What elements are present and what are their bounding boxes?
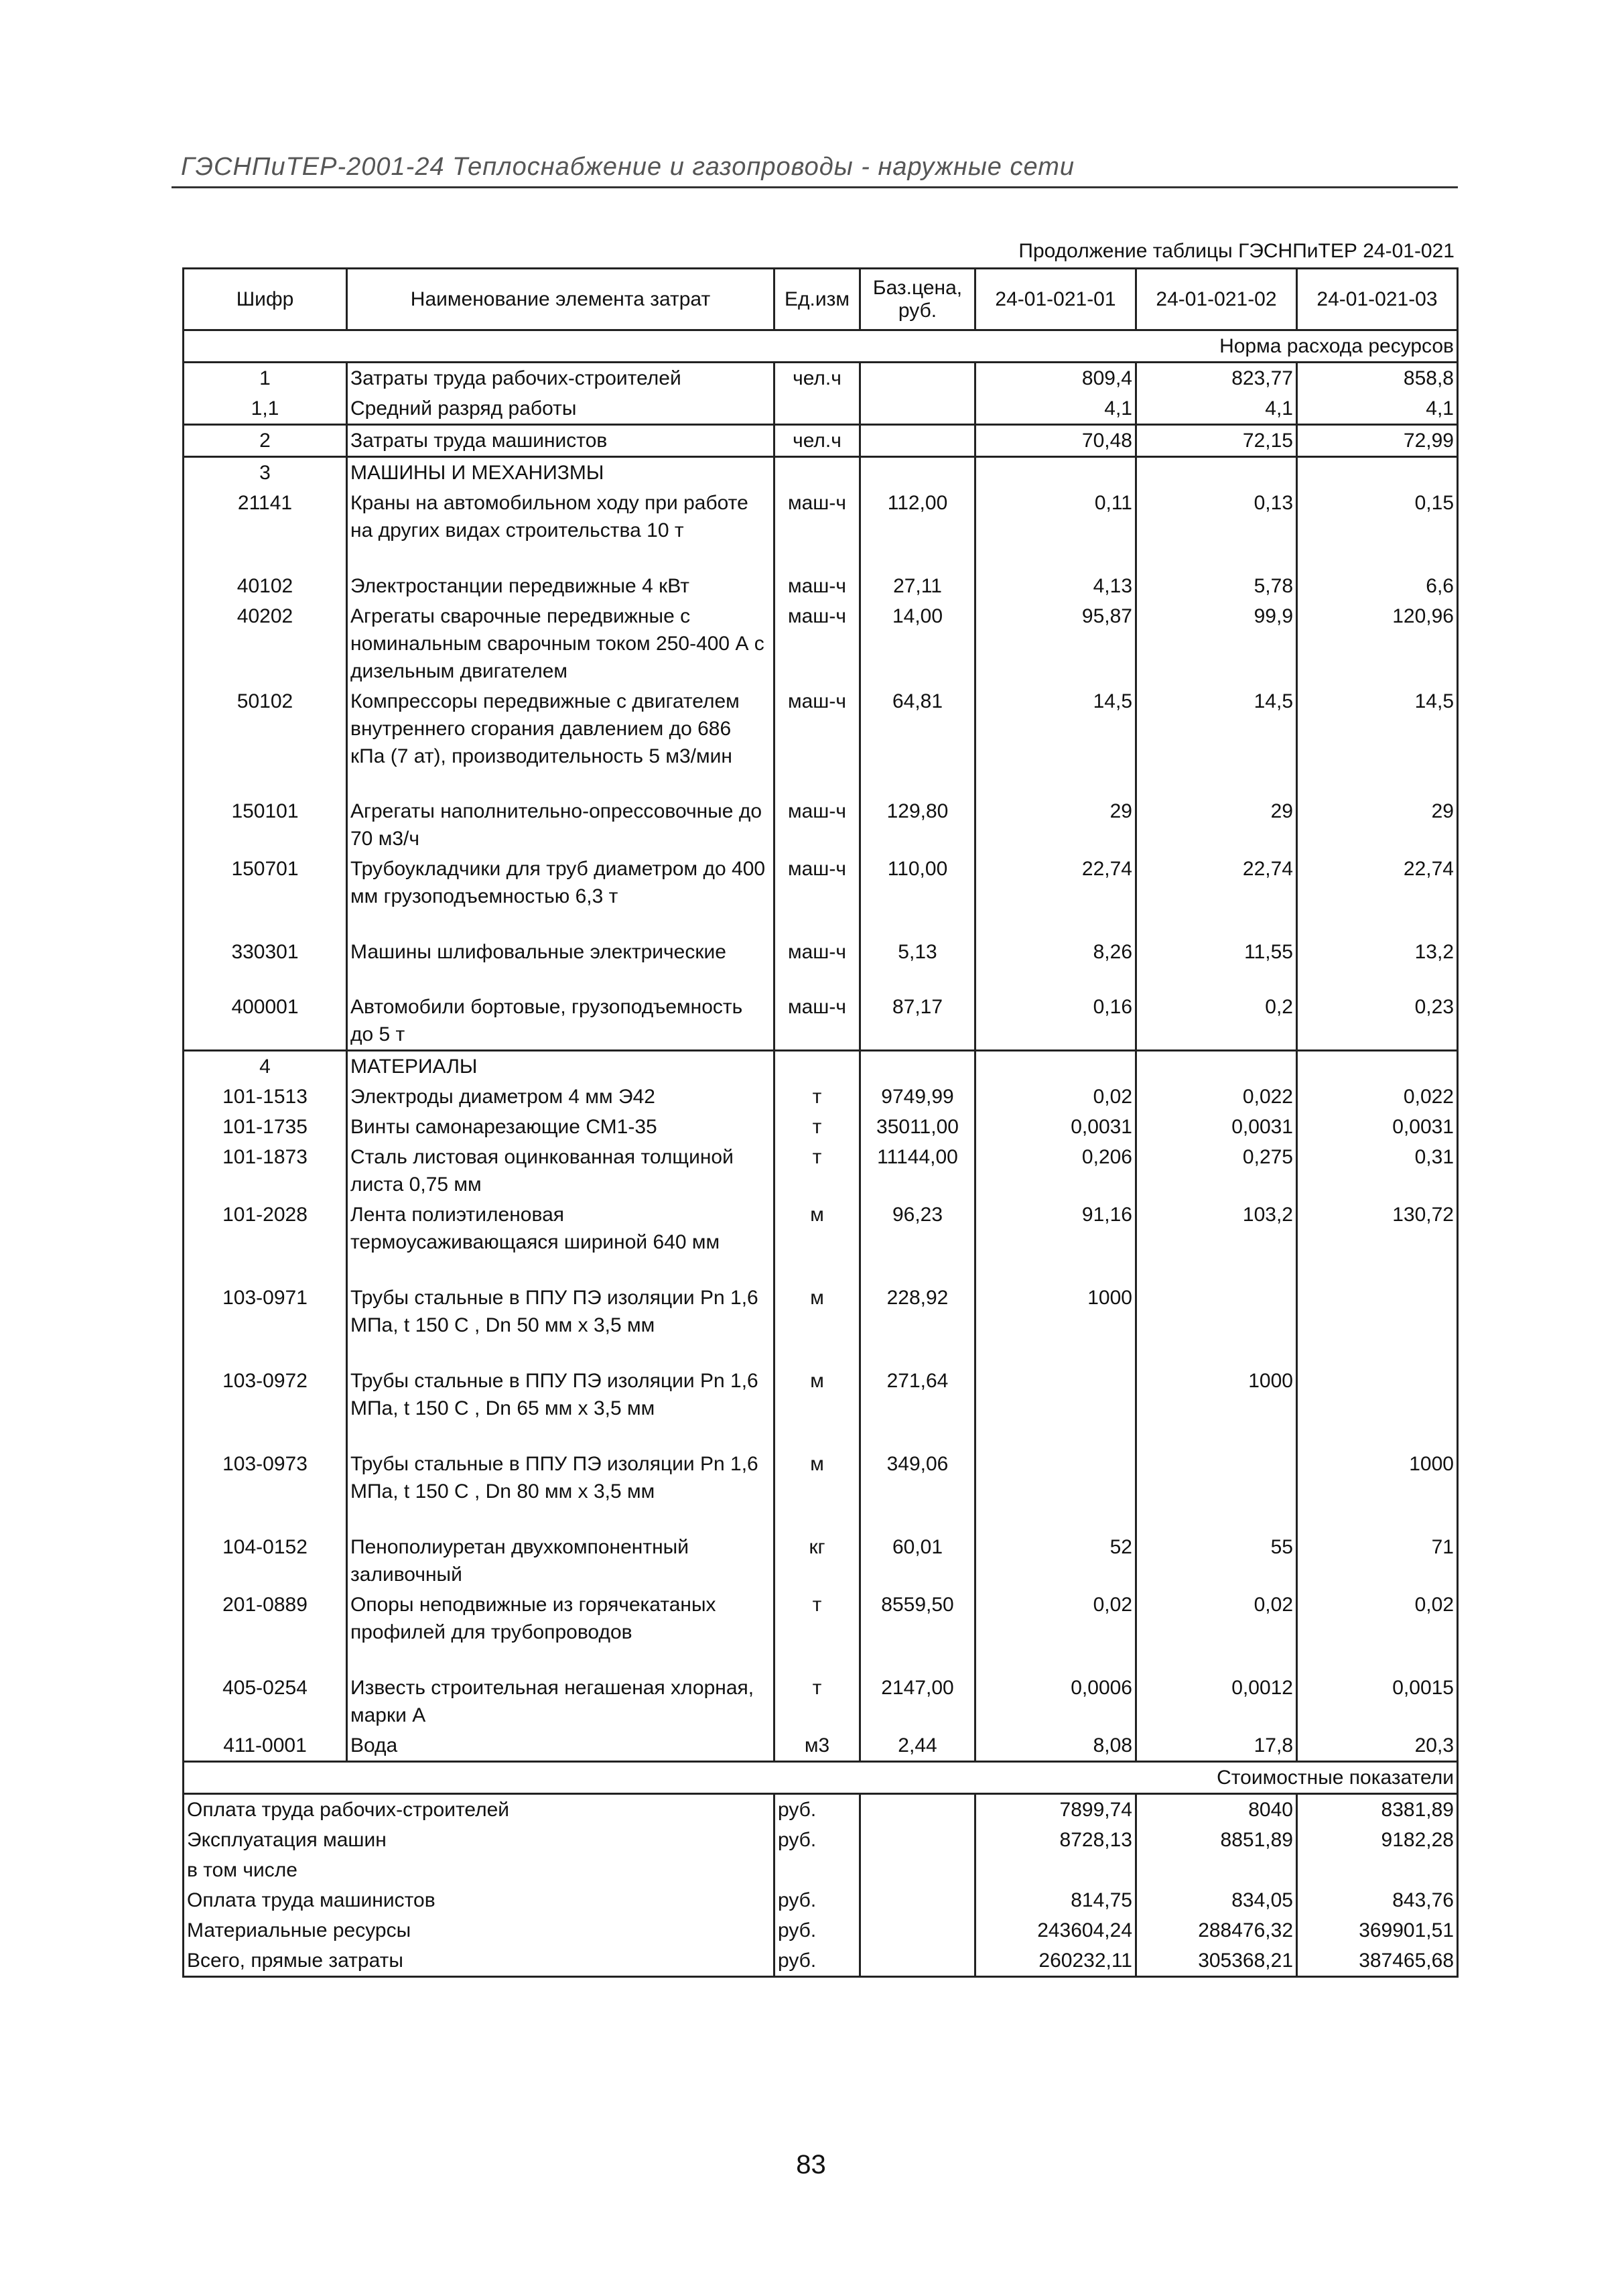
row-base-price: 271,64: [860, 1366, 975, 1449]
row-code: 101-1735: [222, 1116, 308, 1138]
table-row: [184, 854, 1458, 937]
summary-value-variant-1: 243604,24: [975, 1915, 1136, 1946]
row-value-variant-2: 99,9: [1136, 601, 1297, 686]
summary-unit: руб.: [774, 1915, 860, 1946]
row-base-price: 5,13: [860, 937, 975, 992]
row-base-price: 96,23: [860, 1200, 975, 1283]
table-row: [184, 1590, 1458, 1673]
summary-empty-price: [860, 1946, 975, 1977]
row-value-variant-3: 0,0015: [1392, 1677, 1454, 1699]
row-value-variant-3: 20,3: [1414, 1734, 1454, 1757]
section-title: МАТЕРИАЛЫ: [347, 1051, 774, 1082]
row-base-price: [860, 425, 975, 457]
row-value-variant-1: 0,02: [975, 1082, 1136, 1112]
summary-value-variant-2: 8040: [1136, 1794, 1297, 1826]
row-name: Трубы стальные в ППУ ПЭ изоляции Pn 1,6 МПа, t 150 С , Dn 80 мм х 3,5 мм: [347, 1449, 774, 1532]
row-value-variant-2: 72,15: [1136, 425, 1297, 457]
summary-name: Оплата труда машинистов: [187, 1889, 435, 1911]
summary-name: Всего, прямые затраты: [187, 1950, 403, 1972]
norm-label: Норма расхода ресурсов: [184, 330, 1458, 363]
row-value-variant-1: 0,0031: [975, 1112, 1136, 1142]
row-code: 50102: [236, 690, 293, 712]
cost-label-row: [184, 1762, 1458, 1794]
row-unit: т: [774, 1082, 860, 1112]
row-value-variant-1: 95,87: [975, 601, 1136, 686]
row-unit: чел.ч: [774, 363, 860, 394]
table-row: [184, 686, 1458, 796]
table-row: [184, 393, 1458, 425]
row-value-variant-1: 29: [975, 796, 1136, 854]
table-continuation-caption: Продолжение таблицы ГЭСНПиТЕР 24-01-021: [1018, 240, 1455, 262]
row-name: Пенополиуретан двухкомпонентный заливочный: [347, 1532, 774, 1590]
row-value-variant-2: 29: [1136, 796, 1297, 854]
row-code: 21141: [237, 492, 293, 514]
summary-unit: [774, 1855, 860, 1885]
row-value-variant-1: 0,206: [975, 1142, 1136, 1200]
row-value-variant-3: 0,02: [1414, 1594, 1454, 1616]
table-row: [184, 1112, 1458, 1142]
row-value-variant-3: 1000: [1409, 1453, 1454, 1475]
section-empty-v1: [975, 1051, 1136, 1082]
cost-label: Стоимостные показатели: [184, 1762, 1458, 1794]
row-base-price: 110,00: [860, 854, 975, 937]
row-base-price: 87,17: [860, 992, 975, 1051]
row-unit: м: [774, 1449, 860, 1532]
table-row: [184, 992, 1458, 1051]
row-value-variant-3: 14,5: [1414, 690, 1454, 712]
summary-row: [184, 1915, 1458, 1946]
section-empty-v2: [1136, 457, 1297, 489]
row-value-variant-3: 71: [1431, 1536, 1454, 1558]
row-base-price: 129,80: [860, 796, 975, 854]
row-value-variant-3: 22,74: [1403, 858, 1454, 880]
row-value-variant-2: 0,2: [1136, 992, 1297, 1051]
row-value-variant-3: 858,8: [1403, 367, 1454, 389]
row-unit: чел.ч: [774, 425, 860, 457]
row-value-variant-3: 0,31: [1414, 1146, 1454, 1168]
row-name: Машины шлифовальные электрические: [347, 937, 774, 992]
summary-value-variant-2: [1136, 1855, 1297, 1885]
row-name: Трубоукладчики для труб диаметром до 400 мм грузоподъемностью 6,3 т: [347, 854, 774, 937]
row-value-variant-2: 103,2: [1136, 1200, 1297, 1283]
table-row: [184, 363, 1458, 394]
summary-value-variant-1: 7899,74: [975, 1794, 1136, 1826]
row-value-variant-3: 120,96: [1392, 605, 1454, 627]
summary-row: [184, 1794, 1458, 1826]
row-unit: маш-ч: [774, 601, 860, 686]
row-unit: т: [774, 1142, 860, 1200]
table-row: [184, 1366, 1458, 1449]
summary-value-variant-2: 834,05: [1136, 1885, 1297, 1915]
row-value-variant-2: 22,74: [1136, 854, 1297, 937]
summary-unit: руб.: [774, 1825, 860, 1855]
section-code: 3: [259, 462, 271, 484]
row-name: Электроды диаметром 4 мм Э42: [347, 1082, 774, 1112]
row-base-price: 27,11: [860, 571, 975, 601]
section-empty-v1: [975, 457, 1136, 489]
table-row: [184, 1532, 1458, 1590]
row-value-variant-2: 17,8: [1136, 1730, 1297, 1762]
row-value-variant-1: 0,02: [975, 1590, 1136, 1673]
row-unit: [774, 393, 860, 425]
table-row: [184, 571, 1458, 601]
row-name: Известь строительная негашеная хлорная, марки А: [347, 1673, 774, 1730]
table-row: [184, 1449, 1458, 1532]
summary-value-variant-3: 8381,89: [1381, 1799, 1454, 1821]
column-header-name: Наименование элемента затрат: [347, 269, 774, 330]
row-value-variant-2: 1000: [1136, 1366, 1297, 1449]
summary-empty-price: [860, 1825, 975, 1855]
row-unit: маш-ч: [774, 854, 860, 937]
section-empty-price: [860, 457, 975, 489]
row-value-variant-1: [975, 1449, 1136, 1532]
row-name: Затраты труда машинистов: [347, 425, 774, 457]
section-empty-unit: [774, 1051, 860, 1082]
row-code: 40102: [236, 575, 293, 597]
running-header: [181, 153, 1454, 186]
row-value-variant-3: 0,022: [1403, 1086, 1454, 1108]
section-header-row: [184, 1051, 1458, 1082]
row-base-price: 228,92: [860, 1283, 975, 1366]
row-value-variant-2: 823,77: [1136, 363, 1297, 394]
row-value-variant-1: 8,08: [975, 1730, 1136, 1762]
row-base-price: 112,00: [860, 488, 975, 571]
summary-value-variant-3: 843,76: [1392, 1889, 1454, 1911]
row-name: Краны на автомобильном ходу при работе на других видах строительства 10 т: [347, 488, 774, 571]
row-code: 101-1513: [222, 1086, 308, 1108]
row-value-variant-2: [1136, 1283, 1297, 1366]
column-header-variant-2: 24-01-021-02: [1136, 269, 1297, 330]
row-name: Компрессоры передвижные с двигателем внутреннего сгорания давлением до 686 кПа (7 ат), производительность 5 м3/мин: [347, 686, 774, 796]
row-unit: маш-ч: [774, 488, 860, 571]
row-base-price: 349,06: [860, 1449, 975, 1532]
row-value-variant-1: 4,13: [975, 571, 1136, 601]
table-row: [184, 1730, 1458, 1762]
row-base-price: 9749,99: [860, 1082, 975, 1112]
row-code: 1: [259, 367, 271, 389]
row-name: Опоры неподвижные из горячекатаных профилей для трубопроводов: [347, 1590, 774, 1673]
row-base-price: 2,44: [860, 1730, 975, 1762]
row-code: 411-0001: [223, 1734, 307, 1757]
section-empty-unit: [774, 457, 860, 489]
row-unit: маш-ч: [774, 992, 860, 1051]
table-row: [184, 1673, 1458, 1730]
row-code: 101-2028: [222, 1204, 308, 1226]
row-code: 104-0152: [222, 1536, 308, 1558]
section-empty-v2: [1136, 1051, 1297, 1082]
row-unit: маш-ч: [774, 937, 860, 992]
row-name: Лента полиэтиленовая термоусаживающаяся шириной 640 мм: [347, 1200, 774, 1283]
summary-value-variant-1: 8728,13: [975, 1825, 1136, 1855]
summary-value-variant-3: [1297, 1855, 1458, 1885]
row-name: Электростанции передвижные 4 кВт: [347, 571, 774, 601]
section-header-row: [184, 457, 1458, 489]
row-base-price: 60,01: [860, 1532, 975, 1590]
summary-value-variant-3: 9182,28: [1381, 1829, 1454, 1851]
table-header-row: [184, 269, 1458, 330]
summary-value-variant-1: [975, 1855, 1136, 1885]
resource-norms-table: [182, 267, 1459, 1978]
row-unit: кг: [774, 1532, 860, 1590]
row-name: Винты самонарезающие СМ1-35: [347, 1112, 774, 1142]
row-value-variant-1: 1000: [975, 1283, 1136, 1366]
summary-name: Материальные ресурсы: [187, 1919, 411, 1941]
row-value-variant-1: 0,16: [975, 992, 1136, 1051]
row-value-variant-2: 0,13: [1136, 488, 1297, 571]
row-name: Средний разряд работы: [347, 393, 774, 425]
row-value-variant-2: 0,0012: [1136, 1673, 1297, 1730]
row-unit: т: [774, 1673, 860, 1730]
row-unit: т: [774, 1590, 860, 1673]
summary-name: Оплата труда рабочих-строителей: [187, 1799, 510, 1821]
table-row: [184, 796, 1458, 854]
row-base-price: 64,81: [860, 686, 975, 796]
running-title: ГЭСНПиТЕР-2001-24 Теплоснабжение и газопроводы - наружные сети: [181, 153, 1075, 181]
table-row: [184, 1142, 1458, 1200]
summary-row: [184, 1946, 1458, 1977]
table-row: [184, 488, 1458, 571]
row-code: 101-1873: [222, 1146, 308, 1168]
section-empty-v3: [1297, 1051, 1458, 1082]
row-code: 150701: [231, 858, 299, 880]
table-body: [184, 330, 1458, 1977]
row-value-variant-3: 13,2: [1414, 941, 1454, 963]
row-code: 330301: [231, 941, 299, 963]
row-value-variant-1: [975, 1366, 1136, 1449]
row-code: 103-0973: [222, 1453, 308, 1475]
row-value-variant-3: 0,23: [1297, 992, 1458, 1051]
row-value-variant-2: 55: [1136, 1532, 1297, 1590]
row-value-variant-2: 0,0031: [1136, 1112, 1297, 1142]
summary-value-variant-2: 8851,89: [1136, 1825, 1297, 1855]
row-base-price: [860, 393, 975, 425]
row-code: 1,1: [184, 393, 347, 425]
row-code: 150101: [231, 800, 299, 822]
row-value-variant-2: 0,275: [1136, 1142, 1297, 1200]
row-unit: м: [774, 1283, 860, 1366]
row-value-variant-3: 72,99: [1297, 425, 1458, 457]
row-base-price: 14,00: [860, 601, 975, 686]
row-base-price: 8559,50: [860, 1590, 975, 1673]
column-header-code: Шифр: [184, 269, 347, 330]
row-value-variant-1: 0,11: [975, 488, 1136, 571]
section-empty-price: [860, 1051, 975, 1082]
row-value-variant-3: [1297, 1283, 1458, 1366]
row-value-variant-2: [1136, 1449, 1297, 1532]
table-row: [184, 1200, 1458, 1283]
summary-unit: руб.: [774, 1946, 860, 1977]
header-rule: [172, 186, 1458, 188]
row-value-variant-3: 0,15: [1414, 492, 1454, 514]
row-value-variant-1: 0,0006: [975, 1673, 1136, 1730]
row-code: 400001: [184, 992, 347, 1051]
row-name: Агрегаты наполнительно-опрессовочные до 70 м3/ч: [347, 796, 774, 854]
row-base-price: [860, 363, 975, 394]
row-code: 405-0254: [222, 1677, 308, 1699]
row-code: 40202: [236, 605, 293, 627]
row-value-variant-2: 4,1: [1136, 393, 1297, 425]
summary-value-variant-1: 814,75: [975, 1885, 1136, 1915]
norm-label-row: [184, 330, 1458, 363]
row-base-price: 35011,00: [860, 1112, 975, 1142]
row-name: Сталь листовая оцинкованная толщиной листа 0,75 мм: [347, 1142, 774, 1200]
column-header-variant-1: 24-01-021-01: [975, 269, 1136, 330]
row-value-variant-1: 809,4: [975, 363, 1136, 394]
row-base-price: 2147,00: [860, 1673, 975, 1730]
row-name: Затраты труда рабочих-строителей: [347, 363, 774, 394]
row-value-variant-1: 4,1: [975, 393, 1136, 425]
row-code: 201-0889: [222, 1594, 308, 1616]
summary-unit: руб.: [774, 1794, 860, 1826]
row-value-variant-1: 14,5: [975, 686, 1136, 796]
row-unit: м: [774, 1366, 860, 1449]
row-value-variant-3: [1297, 1366, 1458, 1449]
table-row: [184, 601, 1458, 686]
row-value-variant-2: 0,02: [1136, 1590, 1297, 1673]
row-value-variant-3: 6,6: [1426, 575, 1454, 597]
summary-value-variant-2: 305368,21: [1136, 1946, 1297, 1977]
row-name: Вода: [347, 1730, 774, 1762]
section-empty-v3: [1297, 457, 1458, 489]
page-number: 83: [796, 2150, 826, 2179]
row-value-variant-1: 91,16: [975, 1200, 1136, 1283]
row-value-variant-3: 0,0031: [1392, 1116, 1454, 1138]
table-row: [184, 937, 1458, 992]
row-value-variant-2: 11,55: [1136, 937, 1297, 992]
row-value-variant-1: 70,48: [975, 425, 1136, 457]
section-code: 4: [259, 1056, 271, 1078]
summary-empty-price: [860, 1855, 975, 1885]
row-unit: маш-ч: [774, 796, 860, 854]
row-name: Трубы стальные в ППУ ПЭ изоляции Pn 1,6 МПа, t 150 С , Dn 50 мм х 3,5 мм: [347, 1283, 774, 1366]
row-unit: т: [774, 1112, 860, 1142]
summary-empty-price: [860, 1915, 975, 1946]
row-value-variant-2: 14,5: [1136, 686, 1297, 796]
row-name: Агрегаты сварочные передвижные с номинальным сварочным током 250-400 А с дизельным двигателем: [347, 601, 774, 686]
row-code: 103-0971: [222, 1287, 308, 1309]
summary-name: Эксплуатация машин: [187, 1829, 387, 1851]
row-code: 103-0972: [222, 1370, 308, 1392]
summary-name: в том числе: [187, 1859, 297, 1881]
row-unit: м: [774, 1200, 860, 1283]
column-header-variant-3: 24-01-021-03: [1297, 269, 1458, 330]
section-title: МАШИНЫ И МЕХАНИЗМЫ: [347, 457, 774, 489]
row-value-variant-3: 29: [1431, 800, 1454, 822]
row-value-variant-1: 52: [975, 1532, 1136, 1590]
row-name: Автомобили бортовые, грузоподъемность до 5 т: [347, 992, 774, 1051]
row-value-variant-2: 0,022: [1136, 1082, 1297, 1112]
column-header-unit: Ед.изм: [774, 269, 860, 330]
summary-unit: руб.: [774, 1885, 860, 1915]
summary-value-variant-3: 387465,68: [1359, 1950, 1454, 1972]
summary-row: [184, 1855, 1458, 1885]
summary-value-variant-1: 260232,11: [975, 1946, 1136, 1977]
row-unit: м3: [774, 1730, 860, 1762]
row-name: Трубы стальные в ППУ ПЭ изоляции Pn 1,6 МПа, t 150 С , Dn 65 мм х 3,5 мм: [347, 1366, 774, 1449]
summary-row: [184, 1825, 1458, 1855]
table-row: [184, 1082, 1458, 1112]
row-unit: маш-ч: [774, 686, 860, 796]
row-value-variant-3: 130,72: [1392, 1204, 1454, 1226]
table-row: [184, 1283, 1458, 1366]
summary-empty-price: [860, 1885, 975, 1915]
summary-row: [184, 1885, 1458, 1915]
row-code: 2: [184, 425, 347, 457]
row-value-variant-2: 5,78: [1136, 571, 1297, 601]
row-value-variant-3: 4,1: [1297, 393, 1458, 425]
summary-empty-price: [860, 1794, 975, 1826]
row-value-variant-1: 8,26: [975, 937, 1136, 992]
row-value-variant-1: 22,74: [975, 854, 1136, 937]
row-unit: маш-ч: [774, 571, 860, 601]
summary-value-variant-2: 288476,32: [1136, 1915, 1297, 1946]
row-base-price: 11144,00: [860, 1142, 975, 1200]
table-row: [184, 425, 1458, 457]
column-header-price: Баз.цена, руб.: [860, 269, 975, 330]
summary-value-variant-3: 369901,51: [1359, 1919, 1454, 1941]
